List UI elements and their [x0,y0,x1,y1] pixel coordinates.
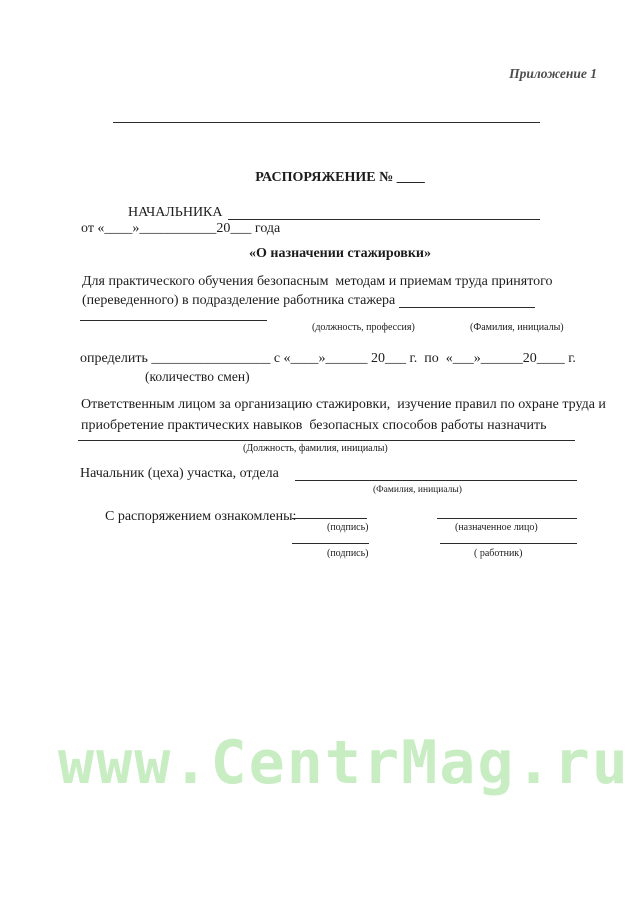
trainee-continuation-blank [80,320,267,321]
hint-signature-1: (подпись) [327,522,369,533]
paragraph1-line2-row [82,293,535,308]
chief-blank-line [228,205,540,220]
acknowledged-label: С распоряжением ознакомлены: [105,509,297,524]
centrmag-watermark: www.CentrMag.ru [58,728,630,798]
hint-signature-2: (подпись) [327,548,369,559]
subject-heading: «О назначении стажировки» [248,246,431,261]
order-title: РАСПОРЯЖЕНИЕ № ____ [255,170,425,185]
hint-worker: ( работник) [474,548,523,559]
paragraph2-line2: приобретение практических навыков безопасных способов работы назначить [81,418,547,433]
hint-position: (должность, профессия) [312,322,415,333]
worker-signature-line [440,543,577,544]
paragraph2-line1: Ответственным лицом за организацию стажировки, изучение правил по охране труда и [81,397,606,412]
appointee-blank-line [78,440,575,441]
hint-shifts: (количество смен) [145,369,250,384]
hint-appointed-person: (назначенное лицо) [455,522,538,533]
hint-head-name: (Фамилия, инициалы) [373,485,462,495]
appointee-signature-line-1 [437,518,577,519]
head-label: Начальник (цеха) участка, отдела [80,466,279,481]
chief-label: НАЧАЛЬНИКА [128,205,223,220]
header-rule [113,122,540,123]
determine-line: определить _________________ с «____»______ 20___ г. по «___»______20____ г. [80,351,576,366]
paragraph1-line2: (переведенного) в подразделение работника стажера [82,293,399,308]
hint-appointee: (Должность, фамилия, инициалы) [243,443,388,454]
head-row [80,466,577,481]
trainee-blank-line [399,293,535,308]
signature-line-1 [292,518,367,519]
date-line: от «____»___________20___ года [81,221,281,236]
paragraph1-line1: Для практического обучения безопасным методам и приемам труда принятого [82,274,553,289]
appendix-note: Приложение 1 [509,66,597,81]
signature-line-2 [292,543,369,544]
chief-row [128,205,540,220]
hint-name: (Фамилия, инициалы) [470,322,564,333]
head-blank-line [295,466,577,481]
